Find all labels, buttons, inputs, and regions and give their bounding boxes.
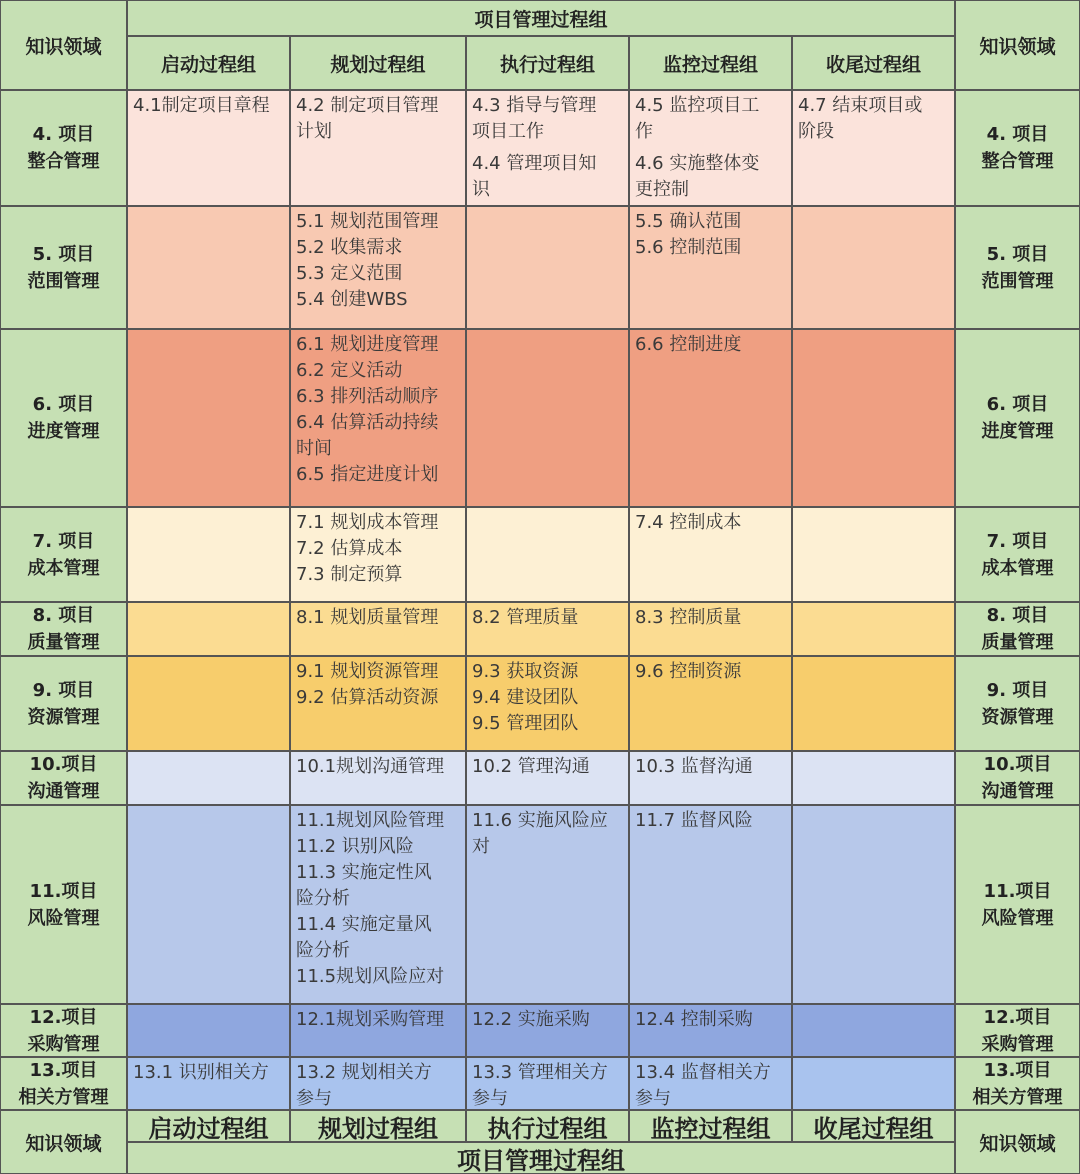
process-item: 4.6 实施整体变 更控制 xyxy=(635,153,760,200)
process-item: 12.1规划采购管理 xyxy=(296,1009,445,1030)
row-label-left-4-text: 4. 项目 整合管理 xyxy=(27,124,100,172)
row-4-group-4 xyxy=(629,90,792,206)
process-item: 11.6 实施风险应 对 xyxy=(472,810,608,857)
row-10-group-5 xyxy=(792,751,955,805)
header-group-1 xyxy=(127,36,290,90)
process-item: 7.3 制定预算 xyxy=(296,564,403,585)
row-label-right-7 xyxy=(955,507,1080,602)
process-item: 12.2 实施采购 xyxy=(472,1009,590,1030)
row-label-left-12 xyxy=(0,1004,127,1057)
row-label-right-13-text: 13.项目 相关方管理 xyxy=(972,1059,1063,1108)
row-7-group-1 xyxy=(127,507,290,602)
row-label-left-7 xyxy=(0,507,127,602)
header-group-5-text: 收尾过程组 xyxy=(825,53,921,76)
row-9-group-2 xyxy=(290,656,466,751)
process-item: 9.6 控制资源 xyxy=(635,661,742,682)
process-item: 13.3 管理相关方 参与 xyxy=(472,1062,608,1109)
process-item: 5.4 创建WBS xyxy=(296,289,408,310)
row-label-left-5-text: 5. 项目 范围管理 xyxy=(27,243,100,292)
process-item: 5.6 控制范围 xyxy=(635,237,742,258)
row-label-left-7-text: 7. 项目 成本管理 xyxy=(27,530,100,579)
row-label-left-9 xyxy=(0,656,127,751)
process-item: 13.4 监督相关方 参与 xyxy=(635,1062,771,1109)
process-item: 6.3 排列活动顺序 xyxy=(296,386,439,407)
row-label-right-7-text: 7. 项目 成本管理 xyxy=(981,530,1054,579)
header-group-2-text: 规划过程组 xyxy=(330,53,426,76)
row-10-group-3 xyxy=(466,751,629,805)
row-label-right-4 xyxy=(955,90,1080,206)
row-label-right-5 xyxy=(955,206,1080,329)
row-10-group-2 xyxy=(290,751,466,805)
process-item: 5.1 规划范围管理 xyxy=(296,211,439,232)
process-item: 6.2 定义活动 xyxy=(296,360,403,381)
row-5-group-4 xyxy=(629,206,792,329)
process-item: 10.2 管理沟通 xyxy=(472,756,590,777)
footer-knowledge-area-right-text: 知识领域 xyxy=(979,1132,1056,1155)
row-label-right-6 xyxy=(955,329,1080,507)
row-label-right-9-text: 9. 项目 资源管理 xyxy=(981,679,1054,728)
process-item: 10.3 监督沟通 xyxy=(635,756,753,777)
row-label-left-11-text: 11.项目 风险管理 xyxy=(27,880,100,929)
row-6-group-4 xyxy=(629,329,792,507)
process-item: 6.1 规划进度管理 xyxy=(296,334,439,355)
footer-knowledge-area-right xyxy=(955,1110,1080,1174)
row-7-group-5 xyxy=(792,507,955,602)
footer-group-4-text: 监控过程组 xyxy=(650,1114,771,1142)
row-9-group-3 xyxy=(466,656,629,751)
row-13-group-2 xyxy=(290,1057,466,1110)
row-7-group-2 xyxy=(290,507,466,602)
row-9-group-1 xyxy=(127,656,290,751)
row-4-group-3 xyxy=(466,90,629,206)
process-item: 10.1规划沟通管理 xyxy=(296,756,445,777)
process-item: 11.7 监督风险 xyxy=(635,810,753,831)
row-label-right-5-text: 5. 项目 范围管理 xyxy=(981,243,1054,292)
row-12-group-1 xyxy=(127,1004,290,1057)
row-12-group-3 xyxy=(466,1004,629,1057)
row-label-right-6-text: 6. 项目 进度管理 xyxy=(981,394,1054,442)
row-11-group-2 xyxy=(290,805,466,1004)
process-item: 8.2 管理质量 xyxy=(472,607,579,628)
process-item: 11.4 实施定量风 险分析 xyxy=(296,914,432,961)
row-label-left-13-text: 13.项目 相关方管理 xyxy=(18,1059,109,1108)
row-6-group-5 xyxy=(792,329,955,507)
header-process-groups-top xyxy=(127,0,955,36)
row-label-left-4 xyxy=(0,90,127,206)
row-8-group-3 xyxy=(466,602,629,656)
process-item: 4.3 指导与管理 项目工作 xyxy=(472,95,597,142)
row-12-group-5 xyxy=(792,1004,955,1057)
row-label-left-12-text: 12.项目 采购管理 xyxy=(27,1006,100,1055)
process-item: 11.5规划风险应对 xyxy=(296,966,445,987)
process-item: 4.4 管理项目知 识 xyxy=(472,153,597,200)
row-5-group-5 xyxy=(792,206,955,329)
process-item: 6.4 估算活动持续 时间 xyxy=(296,412,439,459)
row-label-left-8 xyxy=(0,602,127,656)
row-label-left-8-text: 8. 项目 质量管理 xyxy=(27,605,100,653)
process-item: 11.3 实施定性风 险分析 xyxy=(296,862,432,909)
row-10-group-1 xyxy=(127,751,290,805)
process-item: 7.2 估算成本 xyxy=(296,538,403,559)
process-item: 4.1制定项目章程 xyxy=(133,95,270,116)
row-label-left-10 xyxy=(0,751,127,805)
row-13-group-1 xyxy=(127,1057,290,1110)
row-4-group-1 xyxy=(127,90,290,206)
process-item: 8.3 控制质量 xyxy=(635,607,742,628)
row-label-right-4-text: 4. 项目 整合管理 xyxy=(981,124,1054,172)
footer-process-groups xyxy=(127,1142,955,1174)
row-label-left-6 xyxy=(0,329,127,507)
process-item: 9.4 建设团队 xyxy=(472,687,579,708)
header-group-5 xyxy=(792,36,955,90)
row-13-group-5 xyxy=(792,1057,955,1110)
process-item: 12.4 控制采购 xyxy=(635,1009,753,1030)
row-12-group-2 xyxy=(290,1004,466,1057)
header-group-3-text: 执行过程组 xyxy=(499,53,595,76)
footer-group-5 xyxy=(792,1110,955,1142)
row-4-group-5 xyxy=(792,90,955,206)
process-item: 9.1 规划资源管理 xyxy=(296,661,439,682)
process-item: 11.2 识别风险 xyxy=(296,836,414,857)
row-13-group-3 xyxy=(466,1057,629,1110)
row-10-group-4 xyxy=(629,751,792,805)
row-label-right-8 xyxy=(955,602,1080,656)
row-9-group-4 xyxy=(629,656,792,751)
row-6-group-3 xyxy=(466,329,629,507)
process-item: 6.5 指定进度计划 xyxy=(296,464,439,485)
process-item: 4.5 监控项目工 作 xyxy=(635,95,760,142)
row-12-group-4 xyxy=(629,1004,792,1057)
footer-group-5-text: 收尾过程组 xyxy=(813,1114,934,1142)
row-label-left-11 xyxy=(0,805,127,1004)
footer-knowledge-area-left xyxy=(0,1110,127,1174)
process-item: 13.2 规划相关方 参与 xyxy=(296,1062,432,1109)
row-5-group-2 xyxy=(290,206,466,329)
header-group-4-text: 监控过程组 xyxy=(662,53,758,76)
row-7-group-3 xyxy=(466,507,629,602)
process-item: 5.3 定义范围 xyxy=(296,263,403,284)
footer-group-3 xyxy=(466,1110,629,1142)
header-group-2 xyxy=(290,36,466,90)
row-13-group-4 xyxy=(629,1057,792,1110)
header-knowledge-area-left xyxy=(0,0,127,90)
row-label-right-12 xyxy=(955,1004,1080,1057)
row-8-group-1 xyxy=(127,602,290,656)
row-label-right-10-text: 10.项目 沟通管理 xyxy=(981,754,1054,802)
row-label-right-11 xyxy=(955,805,1080,1004)
row-4-group-2 xyxy=(290,90,466,206)
footer-group-1-text: 启动过程组 xyxy=(148,1114,269,1142)
row-label-right-9 xyxy=(955,656,1080,751)
row-8-group-5 xyxy=(792,602,955,656)
row-11-group-3 xyxy=(466,805,629,1004)
row-9-group-5 xyxy=(792,656,955,751)
header-group-3 xyxy=(466,36,629,90)
row-label-left-5 xyxy=(0,206,127,329)
process-item: 4.2 制定项目管理 计划 xyxy=(296,95,439,142)
process-item: 6.6 控制进度 xyxy=(635,334,742,355)
row-label-right-12-text: 12.项目 采购管理 xyxy=(981,1006,1054,1055)
process-item: 9.2 估算活动资源 xyxy=(296,687,439,708)
process-item: 8.1 规划质量管理 xyxy=(296,607,439,628)
process-item: 5.2 收集需求 xyxy=(296,237,403,258)
row-label-right-10 xyxy=(955,751,1080,805)
row-label-left-6-text: 6. 项目 进度管理 xyxy=(27,394,100,442)
footer-group-4 xyxy=(629,1110,792,1142)
process-item: 4.7 结束项目或 阶段 xyxy=(798,95,923,142)
footer-group-2 xyxy=(290,1110,466,1142)
row-7-group-4 xyxy=(629,507,792,602)
header-knowledge-area-right xyxy=(955,0,1080,90)
header-group-1-text: 启动过程组 xyxy=(160,53,256,76)
footer-process-groups-text: 项目管理过程组 xyxy=(457,1146,625,1174)
footer-knowledge-area-left-text: 知识领域 xyxy=(25,1132,102,1155)
process-item: 13.1 识别相关方 xyxy=(133,1062,269,1083)
footer-group-3-text: 执行过程组 xyxy=(487,1114,608,1142)
row-label-right-8-text: 8. 项目 质量管理 xyxy=(981,605,1054,653)
row-11-group-1 xyxy=(127,805,290,1004)
row-5-group-3 xyxy=(466,206,629,329)
process-item: 7.1 规划成本管理 xyxy=(296,512,439,533)
header-process-groups-top-text: 项目管理过程组 xyxy=(474,8,608,31)
row-label-left-9-text: 9. 项目 资源管理 xyxy=(27,679,100,728)
row-label-left-13 xyxy=(0,1057,127,1110)
row-11-group-5 xyxy=(792,805,955,1004)
process-item: 11.1规划风险管理 xyxy=(296,810,445,831)
row-label-right-11-text: 11.项目 风险管理 xyxy=(981,880,1054,929)
process-item: 9.3 获取资源 xyxy=(472,661,579,682)
process-item: 9.5 管理团队 xyxy=(472,713,579,734)
process-item: 7.4 控制成本 xyxy=(635,512,742,533)
row-label-right-13 xyxy=(955,1057,1080,1110)
process-item: 5.5 确认范围 xyxy=(635,211,742,232)
header-knowledge-area-right-text: 知识领域 xyxy=(979,35,1056,58)
row-label-left-10-text: 10.项目 沟通管理 xyxy=(27,754,100,802)
header-group-4 xyxy=(629,36,792,90)
row-11-group-4 xyxy=(629,805,792,1004)
row-8-group-4 xyxy=(629,602,792,656)
footer-group-1 xyxy=(127,1110,290,1142)
header-knowledge-area-left-text: 知识领域 xyxy=(25,35,102,58)
row-8-group-2 xyxy=(290,602,466,656)
row-5-group-1 xyxy=(127,206,290,329)
footer-group-2-text: 规划过程组 xyxy=(318,1114,438,1142)
row-6-group-2 xyxy=(290,329,466,507)
row-6-group-1 xyxy=(127,329,290,507)
